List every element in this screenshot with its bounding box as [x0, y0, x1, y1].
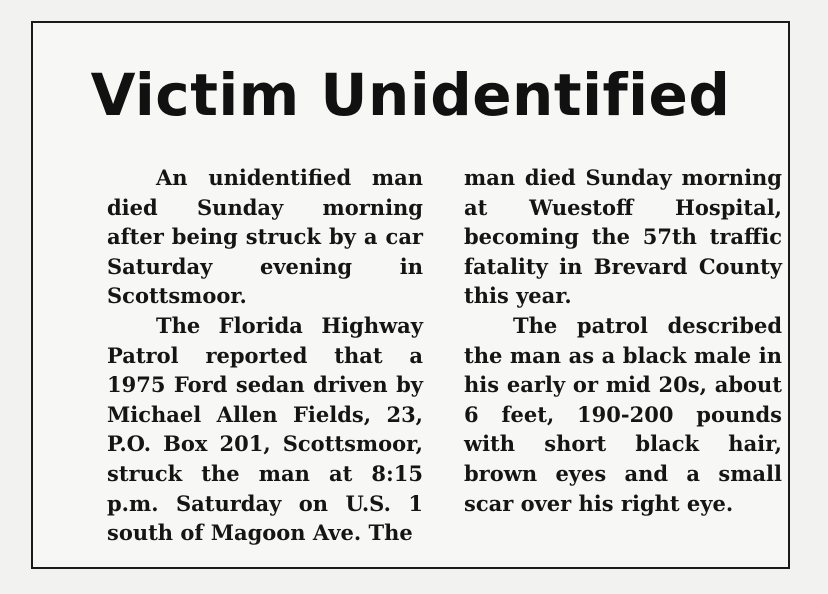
newspaper-clipping	[31, 21, 790, 569]
paragraph-description: The patrol described the man as a black male in his early or mid 20s, about 6 feet, 190-200 pounds with short black hair, brown eyes and a small scar over his right eye.	[464, 312, 782, 516]
headline: Victim Unidentified	[90, 61, 731, 129]
paragraph-continuation: man died Sunday morning at Wuestoff Hospital, becoming the 57th traffic fatality in Brevard County this year.	[464, 165, 782, 309]
paragraph-lead: An unidentified man died Sunday morning after being struck by a car Saturday evening in Scottsmoor.	[107, 165, 423, 309]
paragraph-patrol-report: The Florida Highway Patrol reported that a 1975 Ford sedan driven by Michael Allen Fields, 23, P.O. Box 201, Scottsmoor, struck the man at 8:15 p.m. Saturday on U.S. 1 south of Magoon Ave. The	[107, 312, 423, 546]
article-column-right	[464, 163, 782, 518]
article-column-left	[107, 163, 423, 548]
